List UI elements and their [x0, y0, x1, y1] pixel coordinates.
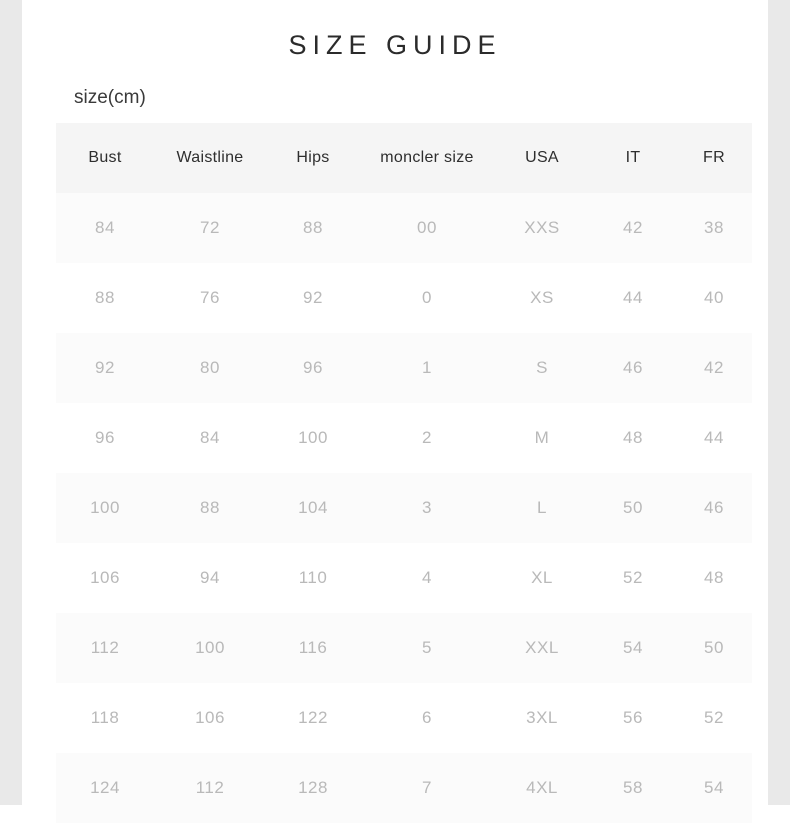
cell-usa: L [494, 473, 590, 543]
content-area [22, 0, 768, 805]
cell-usa: XS [494, 263, 590, 333]
cell-moncler-size: 7 [360, 753, 494, 823]
cell-fr: 52 [676, 683, 752, 753]
cell-fr: 46 [676, 473, 752, 543]
cell-it: 44 [590, 263, 676, 333]
cell-it: 52 [590, 543, 676, 613]
cell-moncler-size: 4 [360, 543, 494, 613]
cell-hips: 128 [266, 753, 360, 823]
table-body [56, 193, 752, 823]
column-header-fr: FR [676, 123, 752, 193]
cell-usa: 4XL [494, 753, 590, 823]
cell-waistline: 112 [154, 753, 266, 823]
cell-it: 54 [590, 613, 676, 683]
cell-bust: 112 [56, 613, 154, 683]
cell-bust: 124 [56, 753, 154, 823]
table-row [56, 193, 752, 263]
cell-hips: 104 [266, 473, 360, 543]
right-margin-rail [768, 0, 790, 805]
cell-fr: 48 [676, 543, 752, 613]
cell-bust: 100 [56, 473, 154, 543]
cell-moncler-size: 1 [360, 333, 494, 403]
cell-hips: 92 [266, 263, 360, 333]
cell-waistline: 72 [154, 193, 266, 263]
cell-fr: 50 [676, 613, 752, 683]
cell-bust: 118 [56, 683, 154, 753]
table-row [56, 333, 752, 403]
cell-waistline: 80 [154, 333, 266, 403]
cell-fr: 54 [676, 753, 752, 823]
cell-hips: 88 [266, 193, 360, 263]
cell-waistline: 100 [154, 613, 266, 683]
table-row [56, 683, 752, 753]
column-header-hips: Hips [266, 123, 360, 193]
left-margin-rail [0, 0, 22, 805]
cell-usa: 3XL [494, 683, 590, 753]
cell-hips: 122 [266, 683, 360, 753]
cell-moncler-size: 5 [360, 613, 494, 683]
cell-moncler-size: 0 [360, 263, 494, 333]
cell-it: 42 [590, 193, 676, 263]
cell-waistline: 106 [154, 683, 266, 753]
table-header-row [56, 123, 752, 193]
table-row [56, 263, 752, 333]
cell-it: 50 [590, 473, 676, 543]
cell-it: 58 [590, 753, 676, 823]
cell-usa: XXL [494, 613, 590, 683]
page-title: SIZE GUIDE [288, 30, 502, 60]
column-header-bust: Bust [56, 123, 154, 193]
cell-bust: 88 [56, 263, 154, 333]
cell-bust: 92 [56, 333, 154, 403]
cell-fr: 44 [676, 403, 752, 473]
cell-bust: 84 [56, 193, 154, 263]
unit-label: size(cm) [74, 87, 146, 108]
column-header-usa: USA [494, 123, 590, 193]
table-row [56, 473, 752, 543]
cell-bust: 96 [56, 403, 154, 473]
table-row [56, 753, 752, 823]
cell-bust: 106 [56, 543, 154, 613]
cell-moncler-size: 2 [360, 403, 494, 473]
table-header [56, 123, 752, 193]
cell-moncler-size: 00 [360, 193, 494, 263]
cell-waistline: 84 [154, 403, 266, 473]
cell-waistline: 94 [154, 543, 266, 613]
cell-hips: 110 [266, 543, 360, 613]
cell-waistline: 76 [154, 263, 266, 333]
cell-it: 56 [590, 683, 676, 753]
column-header-moncler-size: moncler size [360, 123, 494, 193]
cell-fr: 42 [676, 333, 752, 403]
table-row [56, 543, 752, 613]
cell-moncler-size: 3 [360, 473, 494, 543]
column-header-waistline: Waistline [154, 123, 266, 193]
table-row [56, 403, 752, 473]
cell-usa: S [494, 333, 590, 403]
cell-hips: 96 [266, 333, 360, 403]
cell-usa: XL [494, 543, 590, 613]
cell-hips: 116 [266, 613, 360, 683]
cell-it: 48 [590, 403, 676, 473]
cell-hips: 100 [266, 403, 360, 473]
size-chart-table [56, 123, 752, 823]
cell-fr: 38 [676, 193, 752, 263]
cell-usa: M [494, 403, 590, 473]
cell-fr: 40 [676, 263, 752, 333]
cell-waistline: 88 [154, 473, 266, 543]
cell-moncler-size: 6 [360, 683, 494, 753]
table-row [56, 613, 752, 683]
cell-usa: XXS [494, 193, 590, 263]
column-header-it: IT [590, 123, 676, 193]
cell-it: 46 [590, 333, 676, 403]
